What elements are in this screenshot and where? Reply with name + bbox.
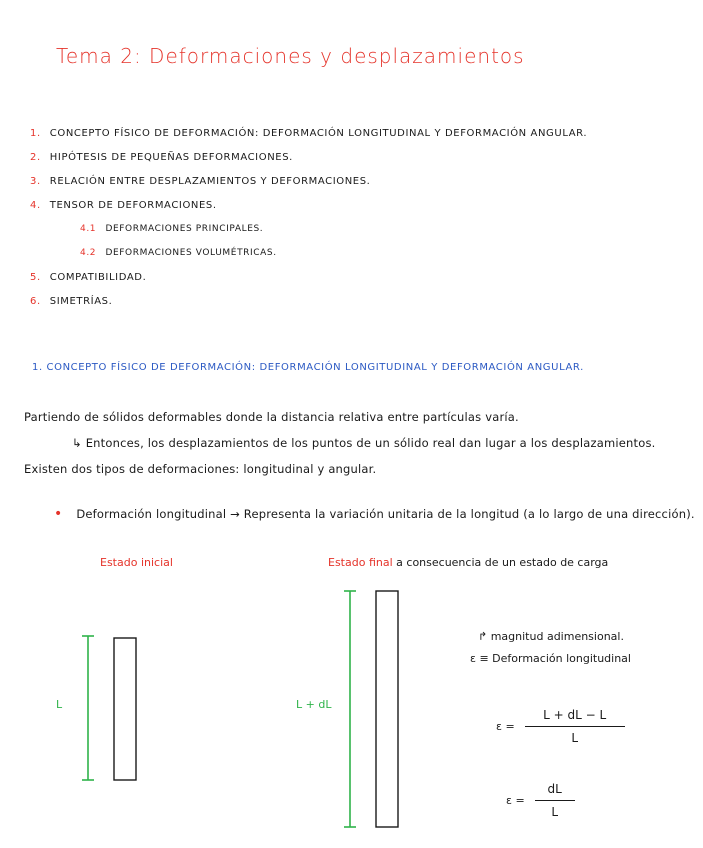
toc-number: 3. — [30, 176, 41, 187]
toc-item-3 — [30, 176, 370, 187]
toc-item-4-2 — [80, 248, 277, 258]
final-state-label — [328, 556, 608, 569]
formula-1-fraction — [525, 708, 625, 745]
final-bar — [376, 591, 398, 827]
paragraph-1: Partiendo de sólidos deformables donde la distancia relativa entre partículas varía. — [24, 410, 519, 424]
toc-number: 5. — [30, 272, 41, 283]
toc-text: DEFORMACIONES PRINCIPALES. — [105, 224, 264, 234]
toc-text: SIMETRÍAS. — [49, 296, 113, 307]
formula-1 — [496, 708, 625, 745]
toc-number: 6. — [30, 296, 41, 307]
formula-1-fraction-bar — [525, 726, 625, 727]
paragraph-2-text: Entonces, los desplazamientos de los puntos de un sólido real dan lugar a los desplazamientos. — [85, 436, 656, 450]
bullet-longitudinal — [54, 506, 695, 522]
toc-number: 4.1 — [80, 224, 97, 234]
section-heading: 1. CONCEPTO FÍSICO DE DEFORMACIÓN: DEFORMACIÓN LONGITUDINAL Y DEFORMACIÓN ANGULAR. — [32, 362, 584, 373]
toc-number: 4. — [30, 200, 41, 211]
formula-1-numerator: L + dL − L — [543, 708, 607, 722]
magnitude-text: magnitud adimensional. — [490, 630, 624, 643]
formula-2-numerator: dL — [547, 782, 562, 796]
final-length-label: L + dL — [296, 698, 332, 711]
formula-2 — [506, 782, 575, 819]
toc-text: TENSOR DE DEFORMACIONES. — [49, 200, 217, 211]
bullet-icon: • — [54, 506, 63, 522]
toc-number: 4.2 — [80, 248, 97, 258]
toc-item-4 — [30, 200, 217, 211]
paragraph-2 — [72, 436, 656, 450]
toc-item-1 — [30, 128, 587, 139]
toc-item-4-1 — [80, 224, 263, 234]
formula-1-lhs: ε = — [496, 720, 515, 733]
page-title: Tema 2: Deformaciones y desplazamientos — [56, 44, 525, 68]
bullet-text: Deformación longitudinal → Representa la variación unitaria de la longitud (a lo largo de una dirección). — [76, 507, 695, 521]
paragraph-3: Existen dos tipos de deformaciones: longitudinal y angular. — [24, 462, 377, 476]
epsilon-definition: ε ≡ Deformación longitudinal — [470, 652, 631, 665]
final-bar-diagram — [330, 585, 410, 835]
toc-text: COMPATIBILIDAD. — [49, 272, 147, 283]
toc-number: 1. — [30, 128, 41, 139]
magnitude-note — [478, 630, 624, 643]
toc-text: DEFORMACIONES VOLUMÉTRICAS. — [105, 248, 277, 258]
toc-text: HIPÓTESIS DE PEQUEÑAS DEFORMACIONES. — [49, 152, 293, 163]
toc-number: 2. — [30, 152, 41, 163]
toc-item-6 — [30, 296, 112, 307]
formula-1-denominator: L — [571, 731, 579, 745]
toc-item-2 — [30, 152, 293, 163]
initial-bar-diagram — [60, 630, 150, 790]
formula-2-fraction-bar — [535, 800, 575, 801]
formula-2-fraction — [535, 782, 575, 819]
final-state-label-rest: a consecuencia de un estado de carga — [396, 556, 609, 569]
initial-bar — [114, 638, 136, 780]
toc-text: RELACIÓN ENTRE DESPLAZAMIENTOS Y DEFORMACIONES. — [49, 176, 371, 187]
corner-arrow-icon: ↱ — [478, 630, 488, 643]
return-arrow-icon: ↳ — [72, 436, 82, 450]
formula-2-lhs: ε = — [506, 794, 525, 807]
initial-length-label: L — [56, 698, 63, 711]
formula-2-denominator: L — [551, 805, 559, 819]
final-state-label-red: Estado final — [328, 556, 393, 569]
initial-state-label: Estado inicial — [100, 556, 173, 569]
toc-item-5 — [30, 272, 146, 283]
toc-text: CONCEPTO FÍSICO DE DEFORMACIÓN: DEFORMACIÓN LONGITUDINAL Y DEFORMACIÓN ANGULAR. — [49, 128, 588, 139]
